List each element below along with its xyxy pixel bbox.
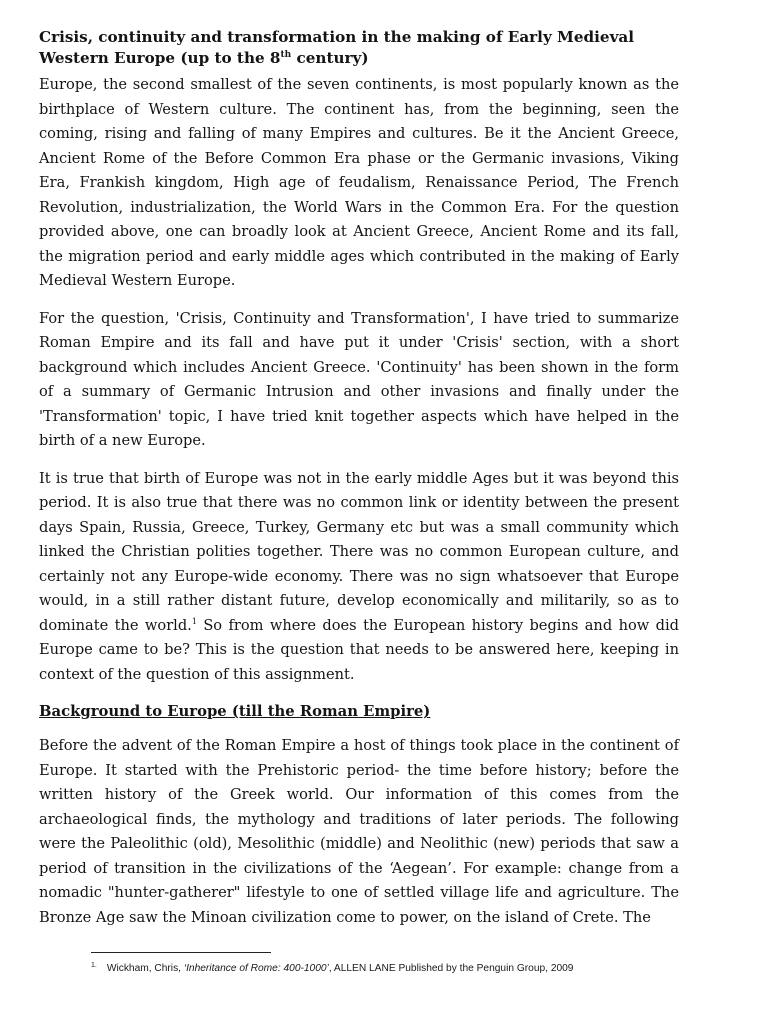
footnote-work-title: ‘Inheritance of Rome: 400-1000’: [183, 963, 329, 974]
section-heading: Background to Europe (till the Roman Empire): [39, 703, 431, 720]
footnote-divider: [91, 952, 271, 953]
footnote-marker: 1.: [91, 962, 97, 969]
footnote-publisher: , ALLEN LANE Published by the Penguin Group, 2009: [328, 963, 574, 974]
paragraph-intro: Europe, the second smallest of the seven continents, is most popularly known as the birthplace of Western culture. The continent has, from the beginning, seen the coming, rising and falling of many Empires and cultures. Be it the Ancient Greece, Ancient Rome of the Before Common Era phase or the Germanic invasions, Viking Era, Frankish kingdom, High age of feudalism, Renaissance Period, The French Revolution, industrialization, the World Wars in the Common Era. For the question provided above, one can broadly look at Ancient Greece, Ancient Rome and its fall, the migration period and early middle ages which contributed in the making of Early Medieval Western Europe.: [39, 76, 679, 289]
title-main: Crisis, continuity and transformation in the making of Early Medieval Western Europe (up to the 8: [39, 28, 635, 67]
paragraph-birth-of-europe: [39, 467, 679, 688]
paragraph-birth-text-1: It is true that birth of Europe was not in the early middle Ages but it was beyond this period. It is also true that there was no common link or identity between the present days Spain, Russia, Greece, Turkey, Germany etc but was a small community which linked the Christian polities together. There was no common European culture, and certainly not any Europe-wide economy. There was no sign whatsoever that Europe would, in a still rather distant future, develop economically and militarily, so as to dominate the world.: [39, 469, 679, 634]
paragraph-question: For the question, 'Crisis, Continuity and Transformation', I have tried to summarize Roman Empire and its fall and have put it under 'Crisis' section, with a short background which includes Ancient Greece. 'Continuity' has been shown in the form of a summary of Germanic Intrusion and other invasions and finally under the 'Transformation' topic, I have tried knit together aspects which have helped in the birth of a new Europe.: [39, 309, 679, 449]
document-title: [39, 27, 679, 69]
footnote: [91, 962, 691, 976]
footnote-author: Wickham, Chris,: [106, 963, 184, 974]
title-superscript: th: [280, 50, 292, 60]
paragraph-birth-text-2: So from where does the European history begins and how did Europe came to be? This is the question that needs to be answered here, keeping in context of the question of this assignment.: [39, 616, 679, 683]
document-page: [39, 27, 679, 943]
paragraph-background: Before the advent of the Roman Empire a host of things took place in the continent of Europe. It started with the Prehistoric period- the time before history; before the written history of the Greek world. Our information of this comes from the archaeological finds, the mythology and traditions of later periods. The following were the Paleolithic (old), Mesolithic (middle) and Neolithic (new) periods that saw a period of transition in the civilizations of the ‘Aegean’. For example: change from a nomadic "hunter-gatherer" lifestyle to one of settled village life and agriculture. The Bronze Age saw the Minoan civilization come to power, on the island of Crete. The: [39, 737, 679, 926]
title-end: century): [291, 49, 369, 67]
footnote-reference[interactable]: 1: [191, 616, 197, 626]
